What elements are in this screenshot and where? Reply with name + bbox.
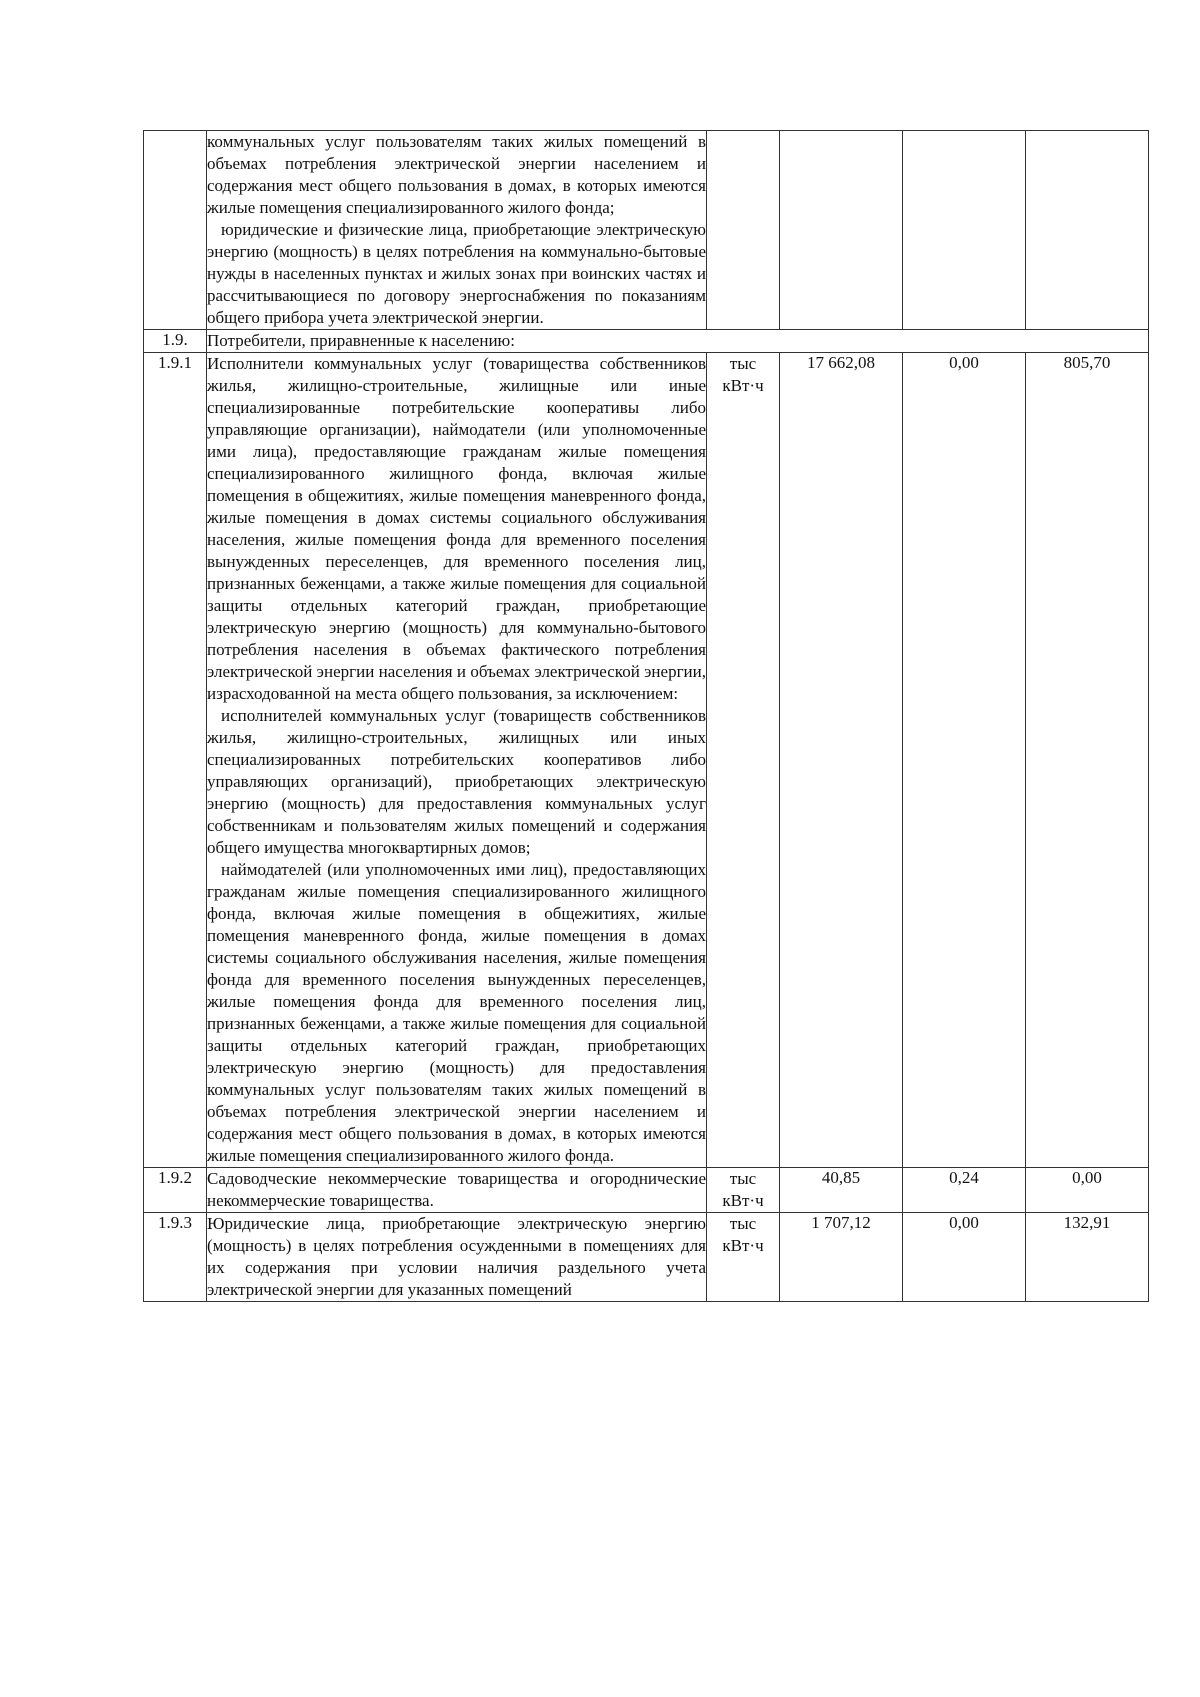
value-cell-3: 0,00	[1026, 1168, 1149, 1213]
value-cell-1: 40,85	[780, 1168, 903, 1213]
unit-line-1: тыс	[729, 354, 757, 373]
row-number-cell: 1.9.	[144, 330, 207, 353]
description-paragraph: Садоводческие некоммерческие товарищества и огороднические некоммерческие товарищества.	[207, 1169, 706, 1210]
tariff-table	[143, 130, 1149, 1302]
unit-cell	[707, 1213, 780, 1302]
section-heading-cell: Потребители, приравненные к населению:	[207, 330, 1149, 353]
value-cell-3: 132,91	[1026, 1213, 1149, 1302]
value-cell-3	[1026, 131, 1149, 330]
row-description-cell	[207, 131, 707, 330]
value-cell-2: 0,00	[903, 1213, 1026, 1302]
unit-line-1: тыс	[729, 1169, 757, 1188]
row-description-cell	[207, 1213, 707, 1302]
description-paragraph: исполнителей коммунальных услуг (товариществ собственников жилья, жилищно-строительных, жилищных или иных специализированных потребительских кооперативов либо управляющих организаций), приобретающих электрическую энергию (мощность) для предоставления коммунальных услуг собственникам и пользователям жилых помещений и содержания общего имущества многоквартирных домов;	[207, 706, 706, 857]
description-paragraph: юридические и физические лица, приобретающие электрическую энергию (мощность) в целях потребления на коммунально-бытовые нужды в населенных пунктах и жилых зонах при воинских частях и рассчитывающиеся по договору энергоснабжения по показаниям общего прибора учета электрической энергии.	[207, 220, 706, 327]
row-number-cell: 1.9.1	[144, 353, 207, 1168]
unit-line-2: кВт·ч	[722, 1236, 764, 1255]
description-paragraph: коммунальных услуг пользователям таких жилых помещений в объемах потребления электрической энергии населением и содержания мест общего пользования в домах, в которых имеются жилые помещения специализированного жилого фонда;	[207, 132, 706, 217]
row-number-cell	[144, 131, 207, 330]
row-number-cell: 1.9.2	[144, 1168, 207, 1213]
unit-line-2: кВт·ч	[722, 376, 764, 395]
value-cell-2: 0,24	[903, 1168, 1026, 1213]
description-paragraph: Исполнители коммунальных услуг (товарищества собственников жилья, жилищно-строительные, жилищные или иные специализированные потребительские кооперативы либо управляющие организации), наймодатели (или уполномоченные ими лица), предоставляющие гражданам жилые помещения специализированного жилищного фонда, включая жилые помещения в общежитиях, жилые помещения маневренного фонда, жилые помещения в домах системы социального обслуживания населения, жилые помещения фонда для временного поселения вынужденных переселенцев, для временного поселения лиц, признанных беженцами, а также жилые помещения для социальной защиты отдельных категорий граждан, приобретающие электрическую энергию (мощность) для коммунально-бытового потребления населения в объемах фактического потребления электрической энергии населения и объемах электрической энергии, израсходованной на места общего пользования, за исключением:	[207, 354, 706, 703]
description-paragraph: наймодателей (или уполномоченных ими лиц), предоставляющих гражданам жилые помещения специализированного жилищного фонда, включая жилые помещения в общежитиях, жилые помещения маневренного фонда, жилые помещения в домах системы социального обслуживания населения, жилые помещения фонда для временного поселения вынужденных переселенцев, жилые помещения фонда для временного поселения лиц, признанных беженцами, а также жилые помещения для социальной защиты отдельных категорий граждан, приобретающих электрическую энергию (мощность) для предоставления коммунальных услуг пользователям таких жилых помещений в объемах потребления электрической энергии населением и содержания мест общего пользования в домах, в которых имеются жилые помещения специализированного жилого фонда.	[207, 860, 706, 1165]
table-row-1-9-2	[144, 1168, 1149, 1213]
table-row-1-9	[144, 330, 1149, 353]
table-row-continuation	[144, 131, 1149, 330]
row-description-cell	[207, 1168, 707, 1213]
value-cell-2	[903, 131, 1026, 330]
row-number-cell: 1.9.3	[144, 1213, 207, 1302]
unit-line-2: кВт·ч	[722, 1191, 764, 1210]
unit-cell	[707, 1168, 780, 1213]
unit-line-1: тыс	[729, 1214, 757, 1233]
description-paragraph: Юридические лица, приобретающие электрическую энергию (мощность) в целях потребления осужденными в помещениях для их содержания при условии наличия раздельного учета электрической энергии для указанных помещений	[207, 1214, 706, 1299]
row-description-cell	[207, 353, 707, 1168]
unit-cell	[707, 131, 780, 330]
value-cell-3: 805,70	[1026, 353, 1149, 1168]
table-row-1-9-3	[144, 1213, 1149, 1302]
value-cell-1: 17 662,08	[780, 353, 903, 1168]
unit-cell	[707, 353, 780, 1168]
table-row-1-9-1	[144, 353, 1149, 1168]
value-cell-1: 1 707,12	[780, 1213, 903, 1302]
value-cell-1	[780, 131, 903, 330]
value-cell-2: 0,00	[903, 353, 1026, 1168]
